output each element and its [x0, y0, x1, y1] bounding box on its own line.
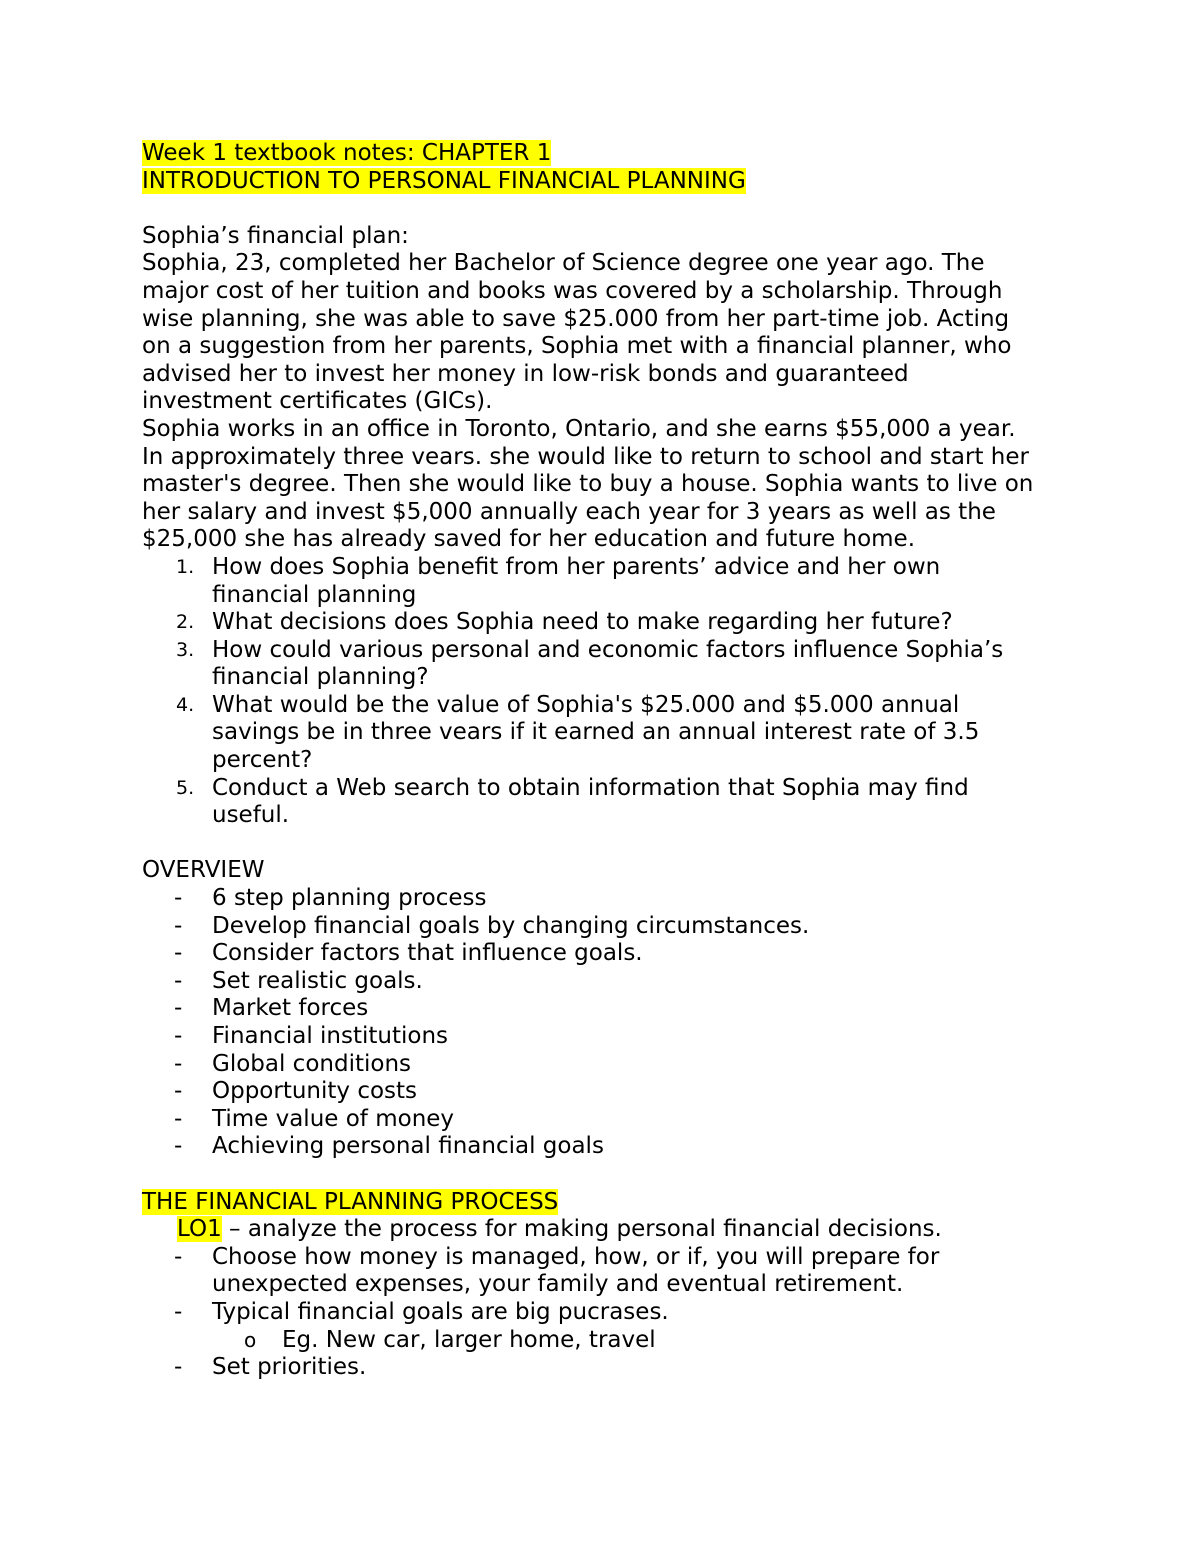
question-item — [142, 609, 1072, 637]
case-line: Sophia works in an office in Toronto, Ontario, and she earns $55,000 a year. — [142, 415, 1016, 442]
document-page — [142, 140, 1072, 1382]
list-item-text: Develop financial goals by changing circumstances. — [212, 912, 810, 939]
process-list — [142, 1244, 1072, 1327]
question-item — [142, 554, 1072, 609]
list-item — [142, 1299, 1072, 1327]
case-line: her salary and invest $5,000 annually each year for 3 years as well as the — [142, 498, 996, 525]
dash-bullet: - — [174, 1023, 183, 1049]
spacer — [142, 830, 1072, 858]
list-item-text: Global conditions — [212, 1050, 412, 1077]
list-item — [142, 885, 1072, 913]
question-number: 4. — [176, 693, 195, 716]
question-text: financial planning — [212, 581, 417, 608]
dash-bullet: - — [174, 912, 183, 939]
list-item-text: Choose how money is managed, how, or if, you will prepare for — [212, 1243, 940, 1270]
case-title: Sophia’s financial plan: — [142, 222, 409, 249]
dash-bullet: - — [174, 1133, 183, 1160]
question-text: What decisions does Sophia need to make regarding her future? — [212, 609, 953, 636]
dash-bullet: - — [174, 1078, 183, 1105]
dash-bullet: - — [174, 1105, 183, 1132]
question-item — [142, 637, 1072, 692]
circle-bullet: o — [244, 1327, 257, 1352]
case-line: master's degree. Then she would like to buy a house. Sophia wants to live on — [142, 471, 1034, 498]
question-number: 2. — [176, 611, 195, 634]
question-number: 5. — [176, 776, 195, 799]
heading-week: Week 1 textbook notes: CHAPTER 1 — [142, 140, 552, 166]
dash-bullet: - — [174, 1354, 183, 1381]
list-item-text: Typical financial goals are big pucrases. — [212, 1298, 669, 1325]
question-item — [142, 775, 1072, 830]
sub-list-item-text: Eg. New car, larger home, travel — [282, 1326, 656, 1353]
question-text: How could various personal and economic factors influence Sophia’s — [212, 636, 1004, 663]
lo-text: – analyze the process for making personal financial decisions. — [221, 1216, 942, 1243]
process-title-line — [142, 1189, 1072, 1217]
process-title: THE FINANCIAL PLANNING PROCESS — [142, 1188, 559, 1215]
header-line-2 — [142, 168, 1072, 196]
list-item — [142, 1106, 1072, 1134]
process-sublist — [142, 1327, 1072, 1355]
list-item-text: 6 step planning process — [212, 885, 487, 912]
list-item-text: Set realistic goals. — [212, 967, 423, 994]
lo-label: LO1 — [177, 1216, 222, 1243]
dash-bullet: - — [174, 940, 183, 967]
spacer — [142, 195, 1072, 223]
dash-bullet: - — [174, 995, 183, 1022]
list-item — [142, 1078, 1072, 1106]
list-item-text: Opportunity costs — [212, 1078, 418, 1105]
process-list-continued — [142, 1354, 1072, 1382]
case-line: $25,000 she has already saved for her education and future home. — [142, 526, 916, 553]
question-text: financial planning? — [212, 664, 429, 691]
question-text: useful. — [212, 802, 290, 829]
dash-bullet: - — [174, 967, 183, 994]
case-line: Sophia, 23, completed her Bachelor of Science degree one year ago. The — [142, 250, 985, 277]
question-item — [142, 692, 1072, 775]
list-item — [142, 913, 1072, 941]
question-text: savings be in three vears if it earned an annual interest rate of 3.5 — [212, 719, 980, 746]
question-text: Conduct a Web search to obtain information that Sophia may find — [212, 774, 969, 801]
overview-title: OVERVIEW — [142, 857, 265, 884]
heading-chapter-title: INTRODUCTION TO PERSONAL FINANCIAL PLANNING — [142, 167, 746, 194]
case-line: advised her to invest her money in low-risk bonds and guaranteed — [142, 360, 909, 387]
question-text: What would be the value of Sophia's $25.000 and $5.000 annual — [212, 691, 960, 718]
header-line-1 — [142, 140, 1072, 168]
question-number: 1. — [176, 555, 195, 578]
list-item — [142, 1133, 1072, 1161]
question-list — [142, 554, 1072, 830]
case-line: wise planning, she was able to save $25.000 from her part-time job. Acting — [142, 305, 1010, 332]
list-item-text: Consider factors that influence goals. — [212, 940, 643, 967]
list-item-text: Time value of money — [212, 1105, 455, 1132]
dash-bullet: - — [174, 1050, 183, 1077]
list-item — [142, 1051, 1072, 1079]
list-item — [142, 995, 1072, 1023]
dash-bullet: - — [174, 1298, 183, 1325]
list-item — [142, 940, 1072, 968]
list-item-text: Set priorities. — [212, 1354, 367, 1381]
case-line: on a suggestion from her parents, Sophia met with a financial planner, who — [142, 333, 1012, 360]
list-item — [142, 1354, 1072, 1382]
question-number: 3. — [176, 638, 195, 661]
learning-objective — [142, 1216, 1072, 1244]
sub-list-item — [142, 1327, 1072, 1355]
dash-bullet: - — [174, 1243, 183, 1270]
overview-list — [142, 885, 1072, 1161]
list-item — [142, 1023, 1072, 1051]
list-item-text: Market forces — [212, 995, 369, 1022]
case-line: investment certificates (GICs). — [142, 388, 493, 415]
dash-bullet: - — [174, 885, 183, 912]
spacer — [142, 1161, 1072, 1189]
question-text: How does Sophia benefit from her parents’ advice and her own — [212, 553, 941, 580]
case-line: In approximately three vears. she would like to return to school and start her — [142, 443, 1029, 470]
list-item — [142, 968, 1072, 996]
list-item-text: Achieving personal financial goals — [212, 1133, 604, 1160]
list-item-text: Financial institutions — [212, 1023, 449, 1049]
case-line: major cost of her tuition and books was covered by a scholarship. Through — [142, 277, 1003, 304]
list-item-text: unexpected expenses, your family and eventual retirement. — [212, 1271, 904, 1298]
list-item — [142, 1244, 1072, 1299]
question-text: percent? — [212, 747, 313, 774]
